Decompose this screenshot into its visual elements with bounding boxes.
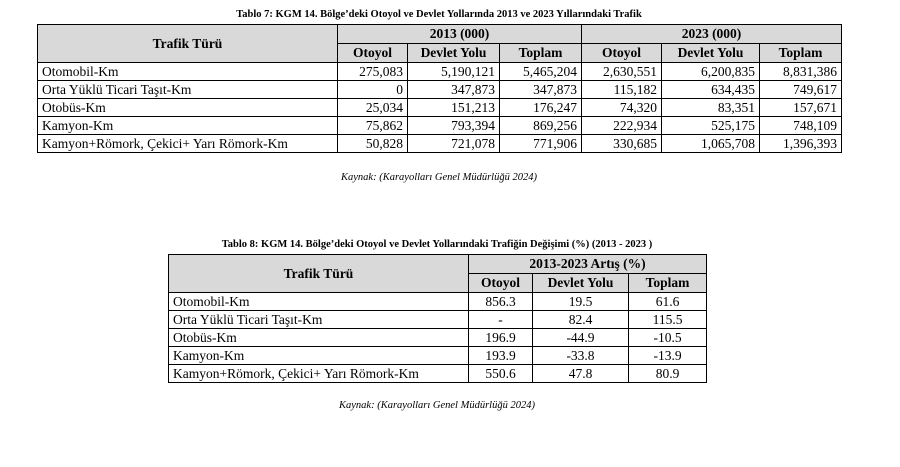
table-row [169,347,707,365]
cell-value: 176,247 [500,99,582,117]
table8-source: Kaynak: (Karayolları Genel Müdürlüğü 2024) [339,400,535,411]
cell-value: 74,320 [582,99,662,117]
cell-value: 83,351 [662,99,760,117]
cell-value: 1,065,708 [662,135,760,153]
cell-value: 157,671 [760,99,842,117]
cell-value: 47.8 [533,365,629,383]
cell-value: 2,630,551 [582,63,662,81]
row-label: Otobüs-Km [38,99,338,117]
table8-header-row [169,255,707,274]
table-row [169,311,707,329]
table7-subheader: Toplam [760,44,842,63]
cell-value: 19.5 [533,293,629,311]
cell-value: 151,213 [408,99,500,117]
cell-value: 525,175 [662,117,760,135]
row-label: Otomobil-Km [38,63,338,81]
table8-caption: Tablo 8: KGM 14. Bölge’deki Otoyol ve Devlet Yollarındaki Trafiğin Değişimi (%) (2013 - 2023 ) [221,239,653,250]
table8-type-header: Trafik Türü [169,255,469,293]
table7-subheader: Otoyol [582,44,662,63]
cell-value: 634,435 [662,81,760,99]
table8-subheader: Devlet Yolu [533,274,629,293]
cell-value: 196.9 [469,329,533,347]
table7-header-row [38,25,842,44]
cell-value: 721,078 [408,135,500,153]
cell-value: 115,182 [582,81,662,99]
cell-value: - [469,311,533,329]
row-label: Kamyon-Km [169,347,469,365]
table8-subheader: Otoyol [469,274,533,293]
cell-value: 1,396,393 [760,135,842,153]
table7-subheader: Devlet Yolu [408,44,500,63]
table7 [37,24,842,153]
table8 [168,254,707,383]
cell-value: 347,873 [500,81,582,99]
cell-value: 330,685 [582,135,662,153]
row-label: Otomobil-Km [169,293,469,311]
row-label: Orta Yüklü Ticari Taşıt-Km [38,81,338,99]
cell-value: 550.6 [469,365,533,383]
cell-value: 793,394 [408,117,500,135]
table7-subheader: Devlet Yolu [662,44,760,63]
cell-value: 222,934 [582,117,662,135]
table8-group-header: 2013-2023 Artış (%) [469,255,707,274]
table-row [169,293,707,311]
cell-value: 75,862 [338,117,408,135]
table-row [38,117,842,135]
table-row [38,81,842,99]
cell-value: 80.9 [629,365,707,383]
table-row [169,329,707,347]
cell-value: 6,200,835 [662,63,760,81]
row-label: Otobüs-Km [169,329,469,347]
table7-type-header: Trafik Türü [38,25,338,63]
table-row [38,135,842,153]
table7-source: Kaynak: (Karayolları Genel Müdürlüğü 2024) [341,172,537,183]
cell-value: 5,465,204 [500,63,582,81]
row-label: Kamyon+Römork, Çekici+ Yarı Römork-Km [169,365,469,383]
cell-value: 869,256 [500,117,582,135]
table8-subheader: Toplam [629,274,707,293]
cell-value: -13.9 [629,347,707,365]
cell-value: 115.5 [629,311,707,329]
table7-subheader: Toplam [500,44,582,63]
cell-value: -33.8 [533,347,629,365]
cell-value: 5,190,121 [408,63,500,81]
table7-subheader: Otoyol [338,44,408,63]
cell-value: 748,109 [760,117,842,135]
cell-value: 50,828 [338,135,408,153]
cell-value: 61.6 [629,293,707,311]
cell-value: -10.5 [629,329,707,347]
row-label: Kamyon-Km [38,117,338,135]
cell-value: 347,873 [408,81,500,99]
table-row [169,365,707,383]
cell-value: 193.9 [469,347,533,365]
cell-value: 0 [338,81,408,99]
cell-value: 771,906 [500,135,582,153]
cell-value: 856.3 [469,293,533,311]
cell-value: 275,083 [338,63,408,81]
table7-caption: Tablo 7: KGM 14. Bölge’deki Otoyol ve Devlet Yollarında 2013 ve 2023 Yıllarındaki Trafik [236,9,642,20]
row-label: Orta Yüklü Ticari Taşıt-Km [169,311,469,329]
cell-value: 749,617 [760,81,842,99]
table7-year-2023-header: 2023 (000) [582,25,842,44]
cell-value: 25,034 [338,99,408,117]
cell-value: -44.9 [533,329,629,347]
table7-year-2013-header: 2013 (000) [338,25,582,44]
cell-value: 82.4 [533,311,629,329]
row-label: Kamyon+Römork, Çekici+ Yarı Römork-Km [38,135,338,153]
table-row [38,99,842,117]
cell-value: 8,831,386 [760,63,842,81]
table-row [38,63,842,81]
